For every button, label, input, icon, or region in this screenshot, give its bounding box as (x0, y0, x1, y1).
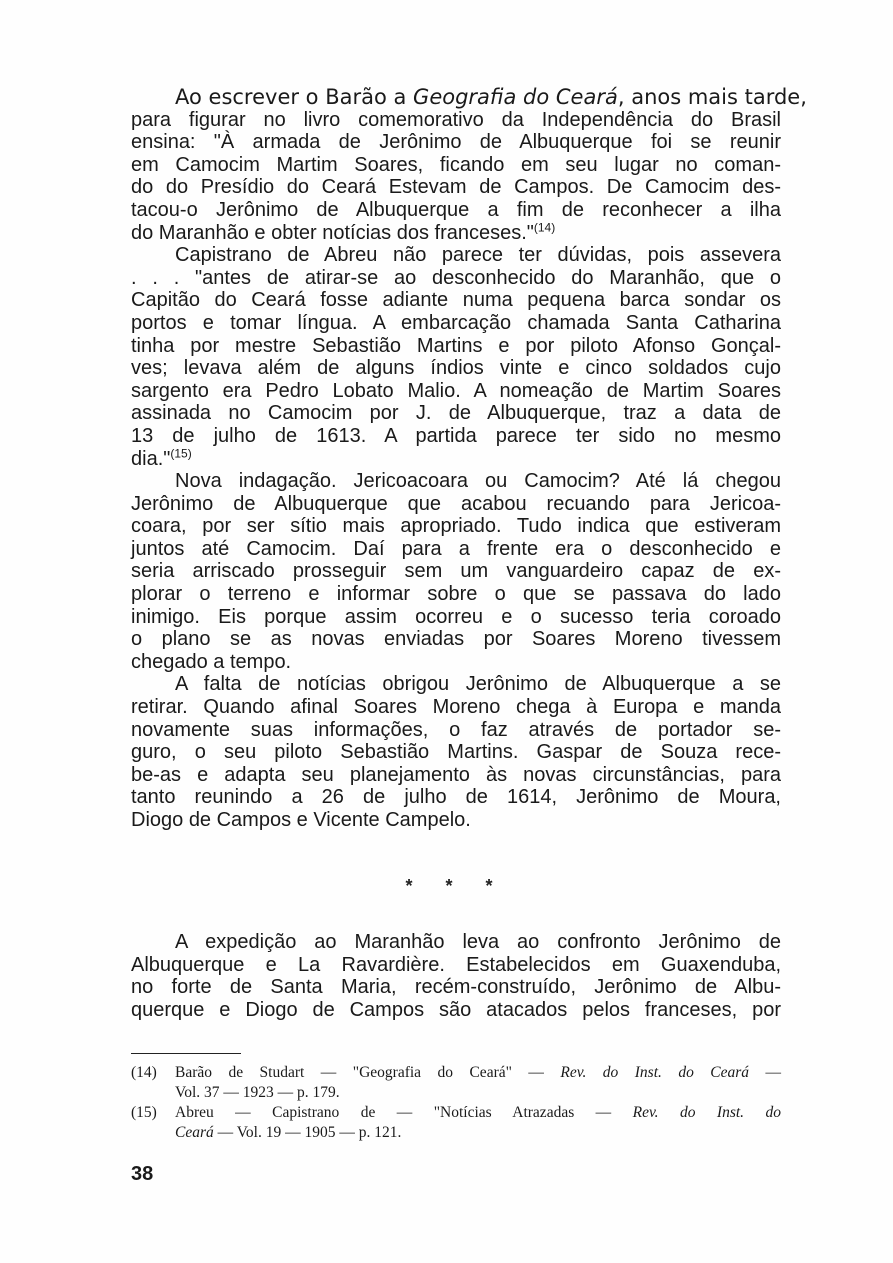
footnote (131, 1103, 781, 1143)
paragraph-line: . . . "antes de atirar-se ao desconhecido do Maranhão, que o (131, 266, 781, 289)
paragraph-line: do do Presídio do Ceará Estevam de Campos. De Camocim des- (131, 176, 781, 199)
paragraph (131, 470, 781, 673)
page-number: 38 (131, 1163, 154, 1185)
footnotes (131, 1063, 781, 1143)
footnote-number: (14) (131, 1064, 157, 1081)
paragraph (131, 244, 781, 470)
paragraph-line: para figurar no livro comemorativo da Independência do Brasil (131, 108, 781, 131)
footnote (131, 1063, 781, 1103)
paragraph-line: chegado a tempo. (131, 650, 292, 673)
paragraph-line: tacou-o Jerônimo de Albuquerque a fim de reconhecer a ilha (131, 198, 781, 221)
paragraph-line: retirar. Quando afinal Soares Moreno chega à Europa e manda (131, 696, 781, 719)
paragraph-line: sargento era Pedro Lobato Malio. A nomeação de Martim Soares (131, 379, 781, 402)
book-title: Geografia do Ceará (413, 85, 618, 109)
paragraph-line: 13 de julho de 1613. A partida parece ter sido no mesmo (131, 424, 781, 447)
paragraph-line: no forte de Santa Maria, recém-construído, Jerônimo de Albu- (131, 976, 781, 999)
paragraph (131, 85, 807, 244)
paragraph-line: portos e tomar língua. A embarcação chamada Santa Catharina (131, 311, 781, 334)
paragraph-line: A expedição ao Maranhão leva ao confronto Jerônimo de (175, 931, 781, 953)
paragraph (131, 673, 781, 831)
footnote-line: Ceará — Vol. 19 — 1905 — p. 121. (175, 1124, 402, 1141)
paragraph-line: Capistrano de Abreu não parece ter dúvidas, pois assevera (175, 244, 781, 267)
paragraph-line: guro, o seu piloto Sebastião Martins. Gaspar de Souza rece- (131, 741, 781, 764)
body-text (131, 85, 807, 832)
paragraph-line: do Maranhão e obter notícias dos franceses."$^{(14)}$ (131, 219, 556, 244)
footnote-reference: (15) (170, 445, 192, 460)
footnote-line: Vol. 37 — 1923 — p. 179. (175, 1084, 340, 1101)
paragraph (131, 931, 781, 1021)
footnote-reference: (14) (533, 219, 556, 234)
paragraph-line: dia."$^{(15)}$ (131, 445, 192, 470)
paragraph-line: Albuquerque e La Ravardière. Estabelecidos em Guaxenduba, (131, 953, 781, 976)
paragraph-line: Capitão do Ceará fosse adiante numa pequena barca sondar os (131, 289, 781, 312)
footnote-rule (131, 1053, 241, 1054)
paragraph-line: Jerônimo de Albuquerque que acabou recuando para Jericoa- (131, 492, 781, 515)
footnote-line: Barão de Studart — "Geografia do Ceará" — Rev. do Inst. do Ceará — (175, 1064, 782, 1081)
paragraph-line: seria arriscado prosseguir sem um vanguardeiro capaz de ex- (131, 560, 781, 583)
paragraph-line: novamente suas informações, o faz através de portador se- (131, 718, 781, 741)
paragraph-line: o plano se as novas enviadas por Soares Moreno tivessem (131, 628, 781, 651)
paragraph-line: tanto reunindo a 26 de julho de 1614, Jerônimo de Moura, (131, 786, 781, 809)
paragraph-line: tinha por mestre Sebastião Martins e por piloto Afonso Gonçal- (131, 334, 781, 357)
paragraph-line: A falta de notícias obrigou Jerônimo de Albuquerque a se (175, 673, 781, 696)
paragraph-line: Ao escrever o Barão a Geografia do Ceará, anos mais tarde, (175, 85, 807, 109)
paragraph-line: juntos até Camocim. Daí para a frente era o desconhecido e (131, 537, 781, 560)
footnote-number: (15) (131, 1104, 157, 1121)
paragraph-line: plorar o terreno e informar sobre o que se passava do lado (131, 583, 781, 606)
paragraph-line: coara, por ser sítio mais apropriado. Tudo indica que estiveram (131, 515, 781, 538)
paragraph-line: Nova indagação. Jericoacoara ou Camocim? Até lá chegou (175, 470, 781, 493)
paragraph-line: inimigo. Eis porque assim ocorreu e o sucesso teria coroado (131, 605, 781, 628)
paragraph-line: Diogo de Campos e Vicente Campelo. (131, 809, 471, 831)
paragraph-line: querque e Diogo de Campos são atacados pelos franceses, por (131, 998, 781, 1021)
paragraph-line: ves; levava além de alguns índios vinte e cinco soldados cujo (131, 357, 781, 380)
section-separator: * * * (405, 876, 507, 896)
footnote-line: Abreu — Capistrano de — "Notícias Atrazadas — Rev. do Inst. do (175, 1104, 781, 1121)
paragraph-line: be-as e adapta seu planejamento às novas circunstâncias, para (131, 763, 781, 786)
paragraph-line: ensina: "À armada de Jerônimo de Albuquerque foi se reunir (131, 131, 781, 154)
paragraph-line: em Camocim Martim Soares, ficando em seu lugar no coman- (131, 153, 781, 176)
paragraph-line: assinada no Camocim por J. de Albuquerque, traz a data de (131, 402, 781, 425)
body-text-continued (131, 931, 781, 1021)
